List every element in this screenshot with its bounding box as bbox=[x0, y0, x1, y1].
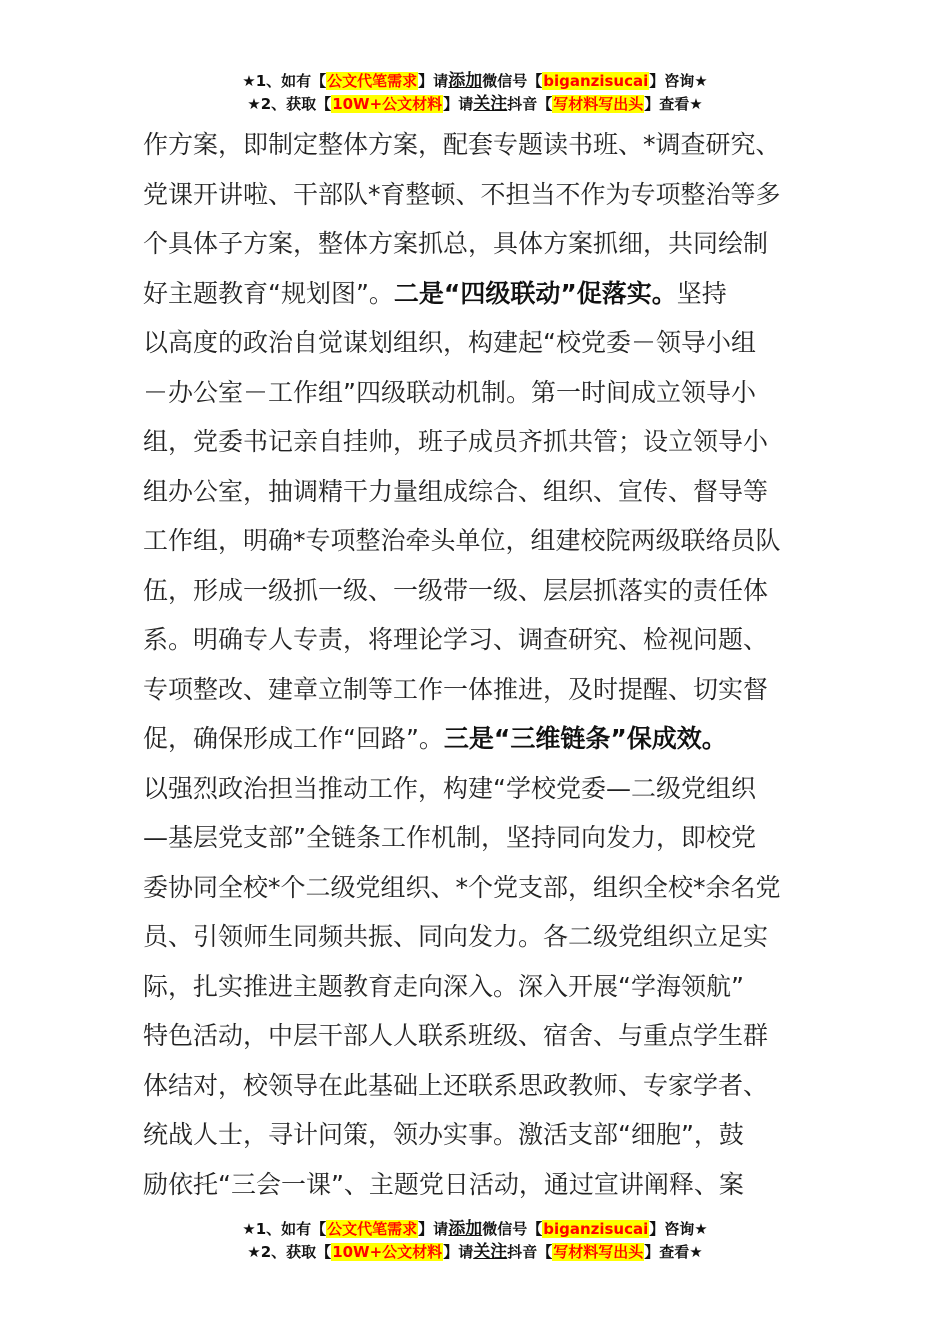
body-line-text: 特色活动，中层干部人人联系班级、宿舍、与重点学生群 bbox=[143, 1021, 769, 1050]
body-line bbox=[143, 269, 807, 319]
header-banner bbox=[0, 70, 950, 116]
footer-line-1 bbox=[0, 1218, 950, 1241]
body-line bbox=[143, 615, 807, 665]
body-line bbox=[143, 467, 807, 517]
body-line bbox=[143, 813, 807, 863]
header-line-2-underline: 关注 bbox=[473, 94, 508, 114]
body-line-text: 体结对，校领导在此基础上还联系思政教师、专家学者、 bbox=[143, 1070, 769, 1100]
footer-banner bbox=[0, 1218, 950, 1264]
body-line-text: 组，党委书记亲自挂帅，班子成员齐抓共管；设立领导小 bbox=[143, 427, 769, 456]
body-line bbox=[143, 318, 807, 368]
body-line-text: 伍，形成一级抓一级、一级带一级、层层抓落实的责任体 bbox=[143, 575, 769, 605]
footer-line-1-highlight-wechat: biganzisucai bbox=[543, 1220, 649, 1238]
footer-line-1-mid: 】请 bbox=[418, 1220, 449, 1238]
body-line-bold-heading: 二是“四级联动”促落实。 bbox=[393, 278, 677, 308]
body-line bbox=[143, 1160, 807, 1210]
footer-line-2 bbox=[0, 1241, 950, 1264]
body-line bbox=[143, 120, 807, 170]
footer-line-2-mid: 】请 bbox=[443, 1243, 474, 1261]
header-line-1-highlight-wechat: biganzisucai bbox=[543, 72, 649, 90]
footer-line-1-mid2: 微信号【 bbox=[482, 1220, 543, 1238]
body-line-text: 促，确保形成工作“回路”。 bbox=[143, 724, 444, 753]
header-line-1-highlight-service: 公文代笔需求 bbox=[327, 72, 418, 90]
body-line bbox=[143, 665, 807, 715]
body-line-text: 际，扎实推进主题教育走向深入。深入开展“学海领航” bbox=[143, 971, 744, 1001]
header-line-2 bbox=[0, 93, 950, 116]
body-line bbox=[143, 863, 807, 913]
body-line-bold-heading: 三是“三维链条”保成效。 bbox=[443, 724, 727, 753]
footer-line-1-suffix: 】咨询★ bbox=[649, 1220, 708, 1238]
body-line-text: 好主题教育“规划图”。 bbox=[143, 278, 394, 308]
body-line-text: 统战人士，寻计问策，领办实事。激活支部“细胞”，鼓 bbox=[143, 1120, 744, 1149]
body-line bbox=[143, 170, 807, 220]
body-line-text: 专项整改、建章立制等工作一体推进，及时提醒、切实督 bbox=[143, 674, 769, 704]
footer-line-2-suffix: 】查看★ bbox=[644, 1243, 703, 1261]
header-line-1-mid2: 微信号【 bbox=[482, 72, 543, 90]
header-line-2-suffix: 】查看★ bbox=[644, 95, 703, 113]
footer-line-2-prefix: ★2、获取【 bbox=[247, 1243, 332, 1261]
footer-line-2-highlight-materials: 10W+公文材料 bbox=[332, 1243, 443, 1261]
footer-line-2-mid2: 抖音【 bbox=[507, 1243, 553, 1261]
header-line-1-prefix: ★1、如有【 bbox=[242, 72, 327, 90]
body-line-text: —基层党支部”全链条工作机制，坚持同向发力，即校党 bbox=[143, 823, 756, 852]
body-line-text: 个具体子方案，整体方案抓总，具体方案抓细，共同绘制 bbox=[143, 229, 769, 258]
body-line bbox=[143, 1011, 807, 1061]
header-line-1-underline: 添加 bbox=[448, 71, 483, 91]
body-line bbox=[143, 714, 807, 764]
header-line-2-highlight-douyin: 写材料写出头 bbox=[553, 95, 644, 113]
header-line-1 bbox=[0, 70, 950, 93]
header-line-2-mid2: 抖音【 bbox=[507, 95, 553, 113]
body-line-text: 工作组，明确*专项整治牵头单位，组建校院两级联络员队 bbox=[143, 526, 781, 555]
footer-line-2-underline: 关注 bbox=[473, 1242, 508, 1262]
body-line-text: －办公室－工作组”四级联动机制。第一时间成立领导小 bbox=[143, 377, 756, 407]
header-line-2-highlight-materials: 10W+公文材料 bbox=[332, 95, 443, 113]
body-line bbox=[143, 417, 807, 467]
body-line-text: 励依托“三会一课”、主题党日活动，通过宣讲阐释、案 bbox=[143, 1169, 744, 1199]
body-line-text: 系。明确专人专责，将理论学习、调查研究、检视问题、 bbox=[143, 625, 769, 654]
body-line-text: 组办公室，抽调精干力量组成综合、组织、宣传、督导等 bbox=[143, 476, 769, 506]
body-line bbox=[143, 1061, 807, 1111]
footer-line-1-underline: 添加 bbox=[448, 1219, 483, 1239]
body-line-text: 员、引领师生同频共振、同向发力。各二级党组织立足实 bbox=[143, 922, 769, 951]
document-body bbox=[143, 120, 807, 1209]
body-line-text: 坚持 bbox=[676, 278, 727, 308]
body-line-text: 以高度的政治自觉谋划组织，构建起“校党委－领导小组 bbox=[143, 328, 756, 357]
body-line bbox=[143, 912, 807, 962]
footer-line-1-prefix: ★1、如有【 bbox=[242, 1220, 327, 1238]
body-line-text: 作方案，即制定整体方案，配套专题读书班、*调查研究、 bbox=[143, 130, 781, 159]
body-line bbox=[143, 368, 807, 418]
footer-line-1-highlight-service: 公文代笔需求 bbox=[327, 1220, 418, 1238]
footer-line-2-highlight-douyin: 写材料写出头 bbox=[553, 1243, 644, 1261]
body-line bbox=[143, 566, 807, 616]
body-line bbox=[143, 516, 807, 566]
body-line-text: 委协同全校*个二级党组织、*个党支部，组织全校*余名党 bbox=[143, 872, 781, 902]
header-line-2-prefix: ★2、获取【 bbox=[247, 95, 332, 113]
body-line bbox=[143, 1110, 807, 1160]
body-line-text: 党课开讲啦、干部队*育整顿、不担当不作为专项整治等多 bbox=[143, 179, 781, 209]
header-line-1-suffix: 】咨询★ bbox=[649, 72, 708, 90]
body-line-text: 以强烈政治担当推动工作，构建“学校党委—二级党组织 bbox=[143, 773, 756, 803]
header-line-2-mid: 】请 bbox=[443, 95, 474, 113]
body-line bbox=[143, 962, 807, 1012]
body-line bbox=[143, 219, 807, 269]
body-line bbox=[143, 764, 807, 814]
header-line-1-mid: 】请 bbox=[418, 72, 449, 90]
